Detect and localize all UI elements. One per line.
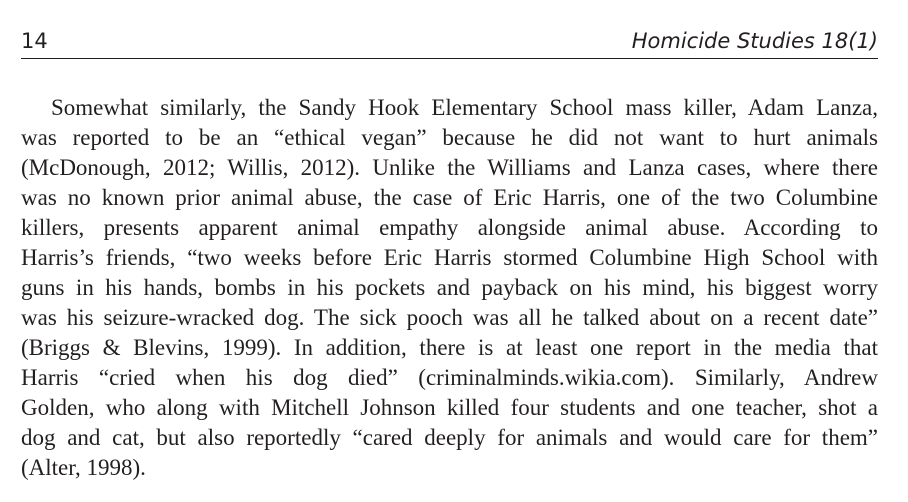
paragraph-line: was his seizure-wracked dog. The sick pooch was all he talked about on a recent date” [21, 305, 878, 330]
paragraph-line: Somewhat similarly, the Sandy Hook Elementary School mass killer, Adam Lanza, [51, 95, 878, 120]
paragraph-line: (McDonough, 2012; Willis, 2012). Unlike the Williams and Lanza cases, where there [21, 155, 878, 180]
paragraph-line: dog and cat, but also reportedly “cared deeply for animals and would care for them” [21, 425, 878, 450]
body-paragraph [21, 93, 878, 483]
paragraph-line: killers, presents apparent animal empathy alongside animal abuse. According to [21, 215, 878, 240]
running-header [21, 28, 878, 59]
page-number: 14 [21, 29, 48, 53]
paragraph-line: Golden, who along with Mitchell Johnson killed four students and one teacher, shot a [21, 395, 878, 420]
paragraph-line: Harris “cried when his dog died” (criminalminds.wikia.com). Similarly, Andrew [21, 365, 878, 390]
paragraph-line: was no known prior animal abuse, the case of Eric Harris, one of the two Columbine [21, 185, 878, 210]
paragraph-line: Harris’s friends, “two weeks before Eric Harris stormed Columbine High School with [21, 245, 878, 270]
journal-title: Homicide Studies 18(1) [631, 29, 878, 53]
paragraph-line: (Briggs & Blevins, 1999). In addition, there is at least one report in the media that [21, 335, 878, 360]
paragraph-line: guns in his hands, bombs in his pockets and payback on his mind, his biggest worry [21, 275, 878, 300]
paragraph-line: was reported to be an “ethical vegan” because he did not want to hurt animals [21, 125, 878, 150]
paragraph-line: (Alter, 1998). [21, 455, 146, 480]
